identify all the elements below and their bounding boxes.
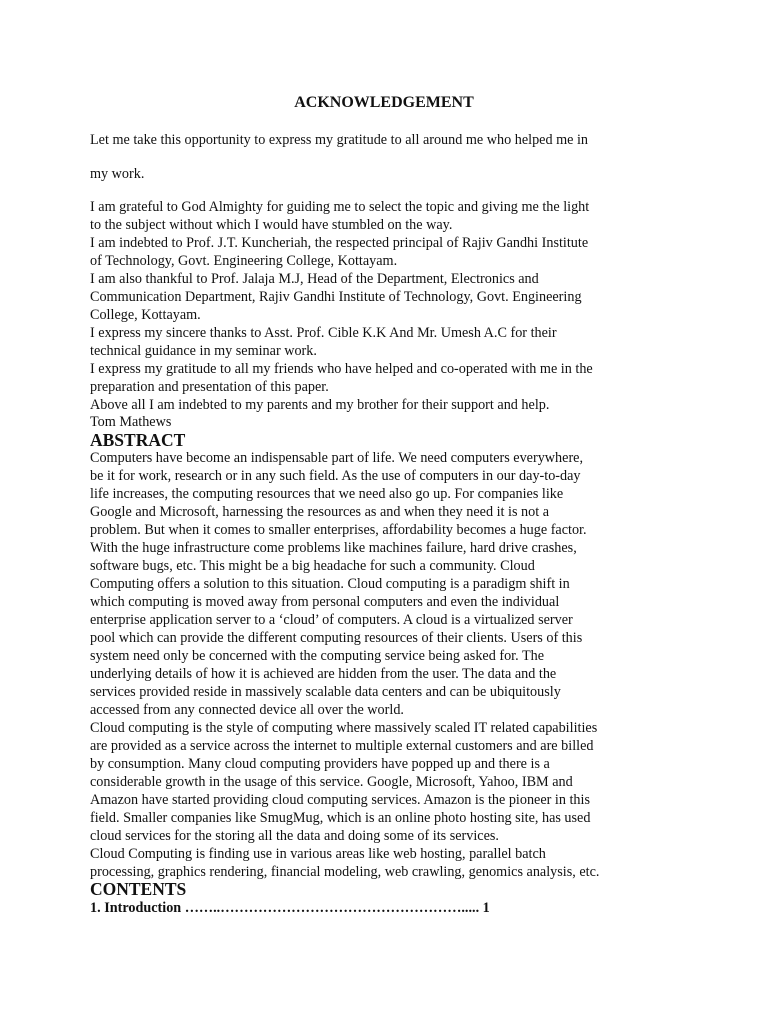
text-line: technical guidance in my seminar work. bbox=[90, 343, 317, 359]
text-line: With the huge infrastructure come problems like machines failure, hard drive crashes, bbox=[90, 540, 577, 556]
text-line: I am grateful to God Almighty for guiding me to select the topic and giving me the light bbox=[90, 199, 590, 215]
text-line: are provided as a service across the internet to multiple external customers and are billed bbox=[90, 738, 594, 754]
abstract-paragraph-2 bbox=[90, 719, 690, 845]
ack-paragraph-god bbox=[90, 198, 690, 234]
text-line: by consumption. Many cloud computing providers have popped up and there is a bbox=[90, 756, 550, 772]
text-line: of Technology, Govt. Engineering College, Kottayam. bbox=[90, 253, 398, 269]
contents-heading: CONTENTS bbox=[90, 879, 187, 899]
text-line: Computers have become an indispensable part of life. We need computers everywhere, bbox=[90, 450, 584, 466]
text-line: Amazon have started providing cloud computing services. Amazon is the pioneer in this bbox=[90, 792, 590, 808]
text-line: software bugs, etc. This might be a big headache for such a community. Cloud bbox=[90, 558, 535, 574]
text-line: field. Smaller companies like SmugMug, which is an online photo hosting site, has used bbox=[90, 810, 591, 826]
text-line: enterprise application server to a ‘cloud’ of computers. A cloud is a virtualized server bbox=[90, 612, 573, 628]
abstract-heading: ABSTRACT bbox=[90, 430, 186, 450]
text-line: I express my sincere thanks to Asst. Prof. Cible K.K And Mr. Umesh A.C for their bbox=[90, 325, 557, 341]
toc-entry-page-number: 1 bbox=[479, 900, 490, 916]
text-line: which computing is moved away from personal computers and even the individual bbox=[90, 594, 560, 610]
text-line: problem. But when it comes to smaller enterprises, affordability becomes a huge factor. bbox=[90, 522, 587, 538]
acknowledgement-title: ACKNOWLEDGEMENT bbox=[294, 94, 474, 111]
ack-paragraph-guides bbox=[90, 324, 690, 360]
text-line: Above all I am indebted to my parents and my brother for their support and help. bbox=[90, 397, 550, 413]
text-line: system need only be concerned with the computing service being asked for. The bbox=[90, 648, 544, 664]
text-line: underlying details of how it is achieved are hidden from the user. The data and the bbox=[90, 666, 557, 682]
text-line: Cloud Computing is finding use in various areas like web hosting, parallel batch bbox=[90, 846, 546, 862]
ack-paragraph-hod bbox=[90, 270, 690, 324]
text-line: pool which can provide the different computing resources of their clients. Users of this bbox=[90, 630, 583, 646]
text-line: Cloud computing is the style of computing where massively scaled IT related capabilities bbox=[90, 720, 598, 736]
ack-paragraph-parents bbox=[90, 396, 690, 414]
text-line: services provided reside in massively scalable data centers and can be ubiquitously bbox=[90, 684, 561, 700]
text-line: Communication Department, Rajiv Gandhi Institute of Technology, Govt. Engineering bbox=[90, 289, 582, 305]
text-line: College, Kottayam. bbox=[90, 307, 201, 323]
text-line: I express my gratitude to all my friends who have helped and co-operated with me in the bbox=[90, 361, 593, 377]
ack-intro-line-1: Let me take this opportunity to express my gratitude to all around me who helped me in bbox=[90, 132, 589, 148]
ack-intro-line-2: my work. bbox=[90, 166, 145, 182]
text-line: be it for work, research or in any such field. As the use of computers in our day-to-day bbox=[90, 468, 581, 484]
text-line: I am indebted to Prof. J.T. Kuncheriah, the respected principal of Rajiv Gandhi Institute bbox=[90, 235, 589, 251]
text-line: Google and Microsoft, harnessing the resources as and when they need it is not a bbox=[90, 504, 550, 520]
ack-paragraph-principal bbox=[90, 234, 690, 270]
toc-entry[interactable] bbox=[90, 899, 490, 917]
text-line: considerable growth in the usage of this service. Google, Microsoft, Yahoo, IBM and bbox=[90, 774, 573, 790]
abstract-paragraph-3 bbox=[90, 845, 690, 881]
ack-paragraph-friends bbox=[90, 360, 690, 396]
text-line: processing, graphics rendering, financial modeling, web crawling, genomics analysis, etc. bbox=[90, 864, 600, 880]
ack-signature: Tom Mathews bbox=[90, 414, 172, 430]
text-line: accessed from any connected device all over the world. bbox=[90, 702, 404, 718]
text-line: Computing offers a solution to this situation. Cloud computing is a paradigm shift in bbox=[90, 576, 570, 592]
text-line: preparation and presentation of this paper. bbox=[90, 379, 329, 395]
toc-entry-label: 1. Introduction ……..……………………………………………..... bbox=[90, 900, 480, 916]
text-line: to the subject without which I would have stumbled on the way. bbox=[90, 217, 453, 233]
abstract-paragraph-1 bbox=[90, 449, 690, 719]
text-line: I am also thankful to Prof. Jalaja M.J, Head of the Department, Electronics and bbox=[90, 271, 539, 287]
text-line: life increases, the computing resources that we need also go up. For companies like bbox=[90, 486, 564, 502]
text-line: cloud services for the storing all the data and doing some of its services. bbox=[90, 828, 499, 844]
